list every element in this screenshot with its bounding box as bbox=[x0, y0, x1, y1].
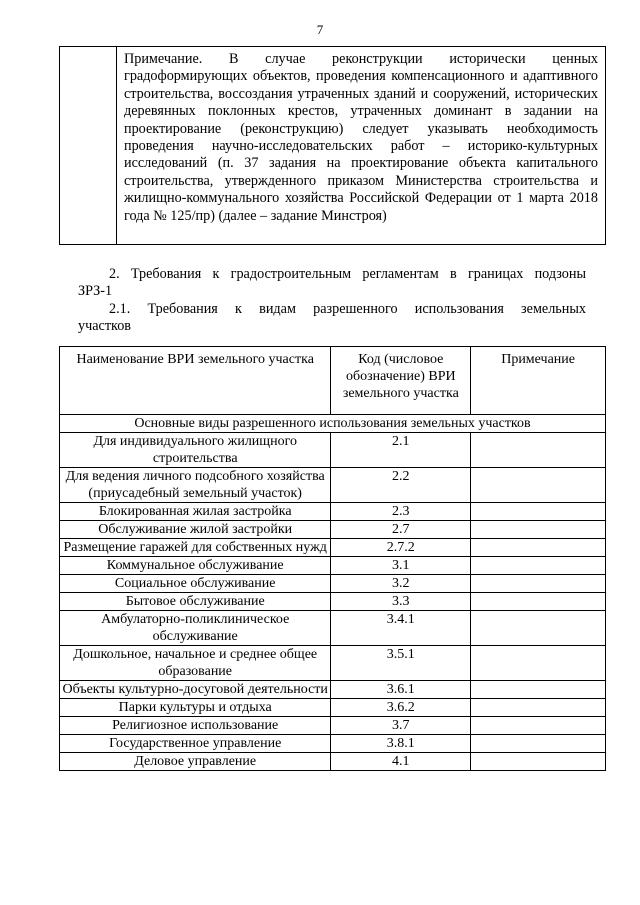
row-code: 2.1 bbox=[331, 433, 471, 468]
row-note bbox=[471, 681, 606, 699]
table-row bbox=[60, 646, 606, 681]
section-2-line2: ЗРЗ-1 bbox=[78, 283, 113, 300]
row-code: 4.1 bbox=[331, 753, 471, 771]
row-note bbox=[471, 575, 606, 593]
row-note bbox=[471, 735, 606, 753]
row-name: Для индивидуального жилищного строительства bbox=[60, 433, 331, 468]
row-code: 3.2 bbox=[331, 575, 471, 593]
row-note bbox=[471, 468, 606, 503]
row-name: Дошкольное, начальное и среднее общее образование bbox=[60, 646, 331, 681]
row-code: 2.3 bbox=[331, 503, 471, 521]
section-2-1-line2: участков bbox=[78, 318, 131, 335]
row-name: Государственное управление bbox=[60, 735, 331, 753]
note-table bbox=[59, 46, 606, 245]
row-name: Для ведения личного подсобного хозяйства (приусадебный земельный участок) bbox=[60, 468, 331, 503]
row-note bbox=[471, 557, 606, 575]
table-row bbox=[60, 735, 606, 753]
table-row bbox=[60, 557, 606, 575]
row-note bbox=[471, 717, 606, 735]
row-note bbox=[471, 539, 606, 557]
row-code: 3.6.2 bbox=[331, 699, 471, 717]
table-row bbox=[60, 611, 606, 646]
table-row bbox=[60, 681, 606, 699]
row-name: Религиозное использование bbox=[60, 717, 331, 735]
section-2-1-heading bbox=[78, 301, 586, 336]
row-note bbox=[471, 646, 606, 681]
row-note bbox=[471, 753, 606, 771]
section-2-heading bbox=[78, 266, 586, 301]
row-name: Обслуживание жилой застройки bbox=[60, 521, 331, 539]
row-name: Социальное обслуживание bbox=[60, 575, 331, 593]
table-row bbox=[60, 699, 606, 717]
row-code: 2.2 bbox=[331, 468, 471, 503]
row-note bbox=[471, 521, 606, 539]
note-table-divider bbox=[116, 47, 117, 244]
row-code: 3.6.1 bbox=[331, 681, 471, 699]
row-name: Коммунальное обслуживание bbox=[60, 557, 331, 575]
table-row bbox=[60, 575, 606, 593]
header-code: Код (числовое обозначение) ВРИ земельного участка bbox=[331, 347, 471, 415]
row-code: 2.7 bbox=[331, 521, 471, 539]
vri-table-header-row bbox=[60, 347, 606, 415]
vri-table bbox=[59, 346, 606, 771]
table-row bbox=[60, 521, 606, 539]
row-note bbox=[471, 503, 606, 521]
vri-group-row bbox=[60, 415, 606, 433]
table-row bbox=[60, 433, 606, 468]
table-row bbox=[60, 753, 606, 771]
table-row bbox=[60, 717, 606, 735]
row-note bbox=[471, 699, 606, 717]
row-name: Бытовое обслуживание bbox=[60, 593, 331, 611]
row-note bbox=[471, 433, 606, 468]
note-text: Примечание. В случае реконструкции исторически ценных градоформирующих объектов, проведения компенсационного и адаптивного строительства, воссоздания утраченных зданий и сооружений, исторических деревянных поклонных крестов, утраченных доминант в задании на проектирование (реконструкцию) следует указывать необходимость проведения научно-исследовательских работ – историко-культурных исследований (п. 37 задания на проектирование объекта капитального строительства, утвержденного приказом Министерства строительства и жилищно-коммунального хозяйства Российской Федерации от 1 марта 2018 года № 125/пр) (далее – задание Минстроя) bbox=[124, 51, 598, 224]
row-code: 3.8.1 bbox=[331, 735, 471, 753]
row-code: 3.5.1 bbox=[331, 646, 471, 681]
section-2-line1: 2. Требования к градостроительным регламентам в границах подзоны bbox=[109, 266, 586, 282]
group-title: Основные виды разрешенного использования земельных участков bbox=[60, 415, 606, 433]
row-code: 3.7 bbox=[331, 717, 471, 735]
page-number: 7 bbox=[316, 22, 324, 37]
row-note bbox=[471, 611, 606, 646]
row-name: Размещение гаражей для собственных нужд bbox=[60, 539, 331, 557]
row-code: 3.3 bbox=[331, 593, 471, 611]
row-name: Деловое управление bbox=[60, 753, 331, 771]
header-note: Примечание bbox=[471, 347, 606, 415]
table-row bbox=[60, 539, 606, 557]
row-name: Объекты культурно-досуговой деятельности bbox=[60, 681, 331, 699]
row-name: Блокированная жилая застройка bbox=[60, 503, 331, 521]
section-2-1-line1: 2.1. Требования к видам разрешенного использования земельных bbox=[109, 301, 586, 317]
table-row bbox=[60, 593, 606, 611]
header-name: Наименование ВРИ земельного участка bbox=[60, 347, 331, 415]
row-name: Амбулаторно-поликлиническое обслуживание bbox=[60, 611, 331, 646]
table-row bbox=[60, 503, 606, 521]
table-row bbox=[60, 468, 606, 503]
row-code: 2.7.2 bbox=[331, 539, 471, 557]
row-name: Парки культуры и отдыха bbox=[60, 699, 331, 717]
row-code: 3.1 bbox=[331, 557, 471, 575]
row-note bbox=[471, 593, 606, 611]
row-code: 3.4.1 bbox=[331, 611, 471, 646]
